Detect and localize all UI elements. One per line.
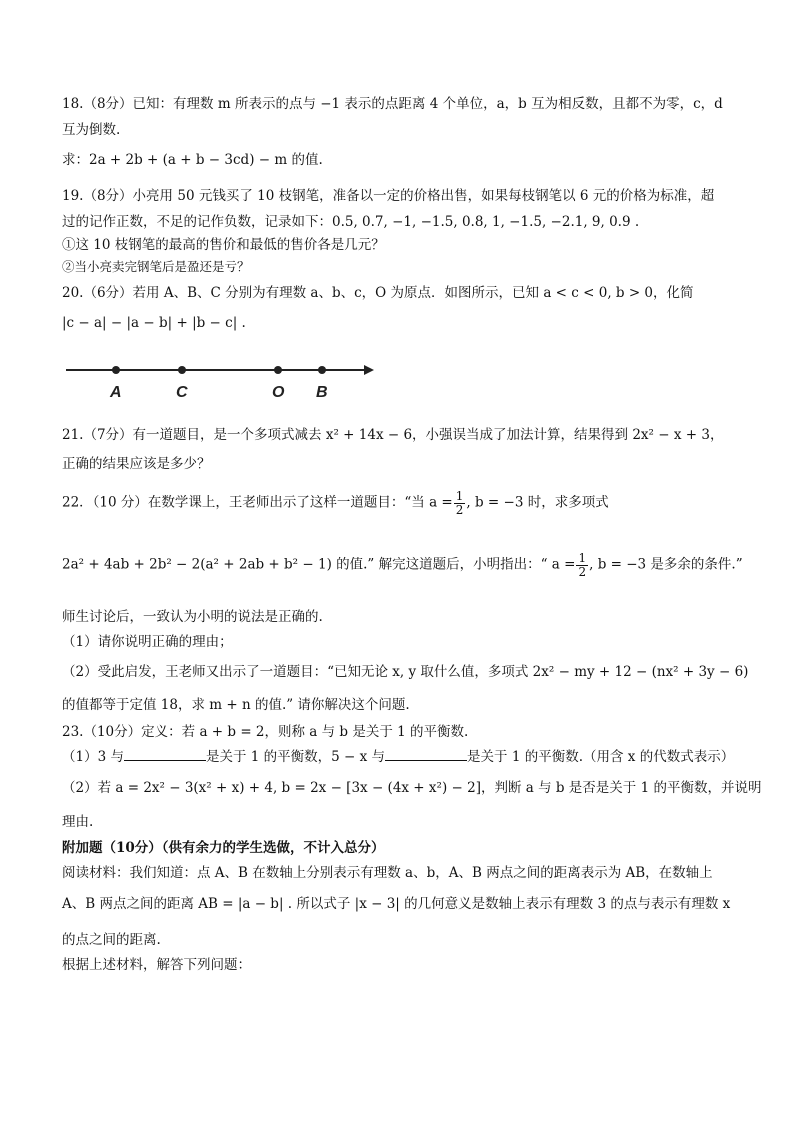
q22-line1 [62, 490, 609, 516]
q22-line4: （1）请你说明正确的理由； [62, 634, 233, 650]
bonus-line4: 根据上述材料，解答下列问题： [62, 957, 251, 973]
bonus-line1: 阅读材料：我们知道：点 A、B 在数轴上分别表示有理数 a、b，A、B 两点之间的距离表示为 AB，在数轴上 [62, 865, 713, 881]
q18-line3: 求：2a + 2b + (a + b − 3cd) − m 的值. [62, 152, 323, 168]
fraction-half: $\frac{1}{2}$ [455, 489, 464, 517]
q19-line1: 19.（8分）小亮用 50 元钱买了 10 枝钢笔，准备以一定的价格出售，如果每枝钢笔以 6 元的价格为标准，超 [62, 188, 715, 204]
q22-line2 [62, 552, 743, 578]
fraction-half-2: $\frac{1}{2}$ [578, 551, 587, 579]
point-c [178, 366, 186, 374]
point-b [318, 366, 326, 374]
q22-line1-b: , b = −3 时，求多项式 [466, 494, 609, 511]
number-line-figure [62, 356, 374, 402]
q22-line2-b: , b = −3 是多余的条件.” [589, 556, 743, 573]
q20-line1: 20.（6分）若用 A、B、C 分别为有理数 a、b、c，O 为原点．如图所示，已知 a < c < 0, b > 0，化简 [62, 285, 694, 301]
q23-line2: （1）3 与 是关于 1 的平衡数，5 − x 与 是关于 1 的平衡数.（用含 x 的代数式表示） [62, 749, 735, 765]
q20-line2: |c − a| − |a − b| + |b − c| . [62, 315, 246, 331]
label-a: A [110, 384, 122, 401]
bonus-title: 附加题（10分）（供有余力的学生选做，不计入总分） [62, 840, 385, 856]
answer-blank-2[interactable] [385, 748, 467, 761]
q19-line4: ②当小亮卖完钢笔后是盈还是亏？ [62, 259, 250, 274]
label-o: O [272, 384, 285, 401]
label-c: C [176, 384, 188, 401]
answer-blank-1[interactable] [124, 748, 206, 761]
bonus-line3: 的点之间的距离. [62, 932, 161, 948]
q22-line1-a: 22．（10 分）在数学课上，王老师出示了这样一道题目：“当 a = [62, 494, 453, 511]
q22-line2-a: 2a² + 4ab + 2b² − 2(a² + 2ab + b² − 1) 的值.” 解完这道题后，小明指出：“ a = [62, 556, 576, 573]
point-o [274, 366, 282, 374]
q19-line2: 过的记作正数，不足的记作负数，记录如下：0.5, 0.7, −1, −1.5, 0.8, 1, −1.5, −2.1, 9, 0.9 . [62, 214, 640, 230]
q19-line3: ①这 10 枝钢笔的最高的售价和最低的售价各是几元？ [62, 237, 385, 253]
q22-line3: 师生讨论后，一致认为小明的说法是正确的. [62, 609, 323, 625]
point-a [112, 366, 120, 374]
label-b: B [316, 384, 328, 401]
arrow-right-icon [364, 365, 374, 375]
q18-line2: 互为倒数. [62, 122, 121, 138]
q21-line1: 21.（7分）有一道题目，是一个多项式减去 x² + 14x − 6，小强误当成了加法计算，结果得到 2x² − x + 3， [62, 427, 724, 443]
q22-line5: （2）受此启发，王老师又出示了一道题目：“已知无论 x, y 取什么值，多项式 2x² − my + 12 − (nx² + 3y − 6) [62, 664, 749, 680]
q21-line2: 正确的结果应该是多少？ [62, 456, 211, 472]
bonus-line2: A、B 两点之间的距离 AB = |a − b| . 所以式子 |x − 3| 的几何意义是数轴上表示有理数 3 的点与表示有理数 x [62, 896, 731, 912]
q23-line4: 理由. [62, 814, 94, 830]
q23-line3: （2）若 a = 2x² − 3(x² + x) + 4, b = 2x − [3x − (4x + x²) − 2]，判断 a 与 b 是否是关于 1 的平衡数，并说明 [62, 780, 762, 796]
q22-line6: 的值都等于定值 18，求 m + n 的值.” 请你解决这个问题. [62, 697, 410, 713]
q18-line1: 18.（8分）已知：有理数 m 所表示的点与 −1 表示的点距离 4 个单位，a，b 互为相反数，且都不为零，c，d [62, 96, 723, 112]
q23-line1: 23.（10分）定义：若 a + b = 2，则称 a 与 b 是关于 1 的平衡数. [62, 724, 469, 740]
